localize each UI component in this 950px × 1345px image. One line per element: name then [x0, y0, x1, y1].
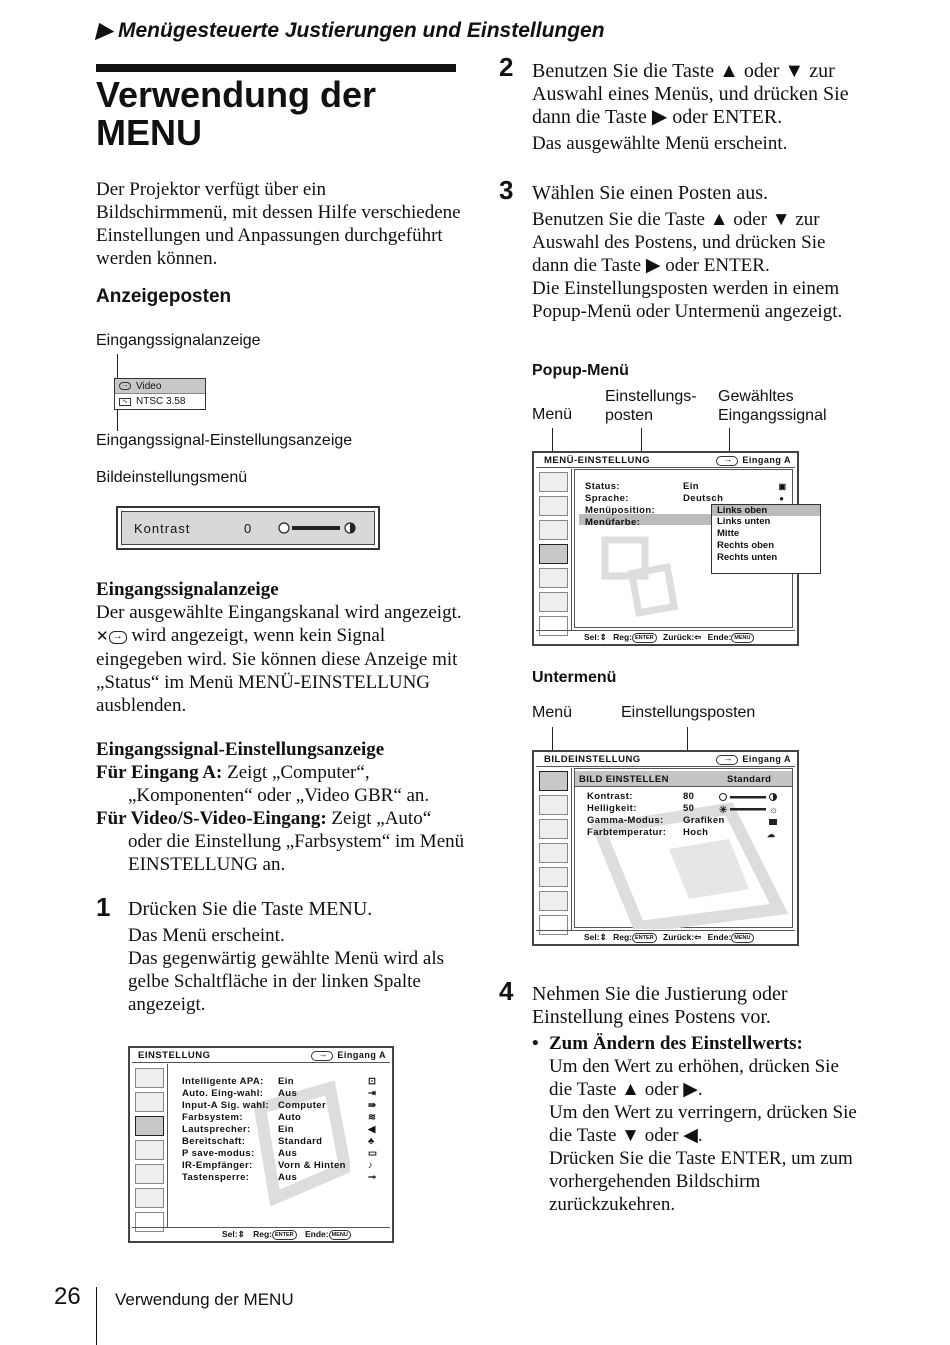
signal-description: Eingangssignalanzeige Der ausgewählte Eingangskanal wird angezeigt. ✕ → wird angezeigt, wenn kein Signal eingegeben wird. Sie können diese Anzeige mit „Status“ im Menü MENÜ-EINSTELLUNG ausblenden. — [96, 579, 462, 716]
info-icon[interactable] — [539, 592, 568, 612]
info-icon[interactable] — [135, 1188, 164, 1208]
osd-footer: Sel:⇕ Reg: ENTER Zurück:⇦ Ende: MENU — [536, 630, 795, 643]
contrast-slider — [278, 521, 358, 535]
bild-menu-icon[interactable] — [539, 771, 568, 791]
osd-untermenu — [532, 750, 799, 946]
footer-text: Verwendung der MENU — [115, 1290, 294, 1309]
section-title: Menügesteuerte Justierungen und Einstellungen — [118, 19, 605, 42]
osd-menu-column — [536, 768, 572, 930]
osd-settings-pane — [170, 1064, 388, 1225]
osd-row[interactable]: Status: Ein — [585, 481, 699, 492]
osd-popup-menu — [532, 451, 799, 646]
svg-text:☁: ☁ — [767, 830, 775, 839]
enter-key: ENTER — [632, 933, 657, 943]
untermenu-label-posten: Einstellungsposten — [621, 704, 756, 721]
signal-indicator-box — [114, 378, 206, 410]
popup-option[interactable]: Mitte — [717, 528, 740, 539]
osd-row[interactable]: Kontrast: 80 — [587, 791, 695, 802]
input-icon — [311, 1051, 333, 1061]
callout-setting-label: Eingangssignal-Einstellungsanzeige — [96, 432, 353, 449]
step-3-number: 3 — [499, 175, 514, 205]
speech-icon: ● — [779, 494, 784, 503]
setup-menu-icon[interactable] — [539, 819, 568, 839]
osd-title: MENÜ-EINSTELLUNG — [544, 455, 651, 466]
osd-row[interactable]: Auto. Eing-wahl: Aus ⇥ — [182, 1088, 377, 1099]
osd-menu-column — [132, 1064, 168, 1227]
input-badge: → Eingang A — [311, 1050, 386, 1061]
callout-line — [117, 354, 118, 380]
up-down-icon: ⇕ — [237, 1229, 245, 1239]
step-2-text: Benutzen Sie die Taste ▲ oder ▼ zur Auswahl eines Menüs, und drücken Sie dann die Taste ▶ oder ENTER. Das ausgewählte Menü erscheint. — [532, 60, 849, 154]
input-badge: → Eingang A — [716, 455, 791, 466]
slider-icons — [718, 791, 798, 839]
setup-menu-icon[interactable] — [539, 520, 568, 540]
step-4-text: Nehmen Sie die Justierung oder Einstellung eines Postens vor. • Zum Ändern des Einstellwerts: Um den Wert zu erhöhen, drücken Sie die Taste ▲ oder ▶. Um den Wert zu verringern, drücken Sie die Taste ▼ oder ◀. Drücken Sie die Taste ENTER, um zum vorhergehenden Bildschirm zurückzukehren. — [532, 983, 857, 1215]
popup-option[interactable]: Rechts unten — [717, 552, 778, 563]
osd-einstellung — [128, 1046, 394, 1243]
step-1-text: Drücken Sie die Taste MENU. Das Menü erscheint. Das gegenwärtig gewählte Menü wird als gelbe Schaltfläche in der linken Spalte angezeigt. — [128, 898, 445, 1015]
osd-row[interactable]: Intelligente APA: Ein ⊡ — [182, 1076, 377, 1087]
info-icon[interactable] — [539, 891, 568, 911]
step-3-text: Wählen Sie einen Posten aus. Benutzen Sie die Taste ▲ oder ▼ zur Auswahl des Postens, und drücken Sie dann die Taste ▶ oder ENTER. Die Einstellungsposten werden in einem Popup-Menü oder Untermenü angezeigt. — [532, 182, 843, 322]
callout-bild-label: Bildeinstellungsmenü — [96, 469, 248, 486]
callout-line — [117, 409, 118, 431]
menu-setup-icon[interactable] — [539, 843, 568, 863]
input-menu-icon[interactable] — [539, 496, 568, 516]
step-1-number: 1 — [96, 892, 111, 922]
kontrast-menu-box — [116, 506, 380, 550]
input-menu-icon[interactable] — [135, 1092, 164, 1112]
input-badge: → Eingang A — [716, 754, 791, 765]
page-number: 26 — [54, 1283, 81, 1310]
menu-setup-icon[interactable] — [135, 1140, 164, 1160]
setup-menu-icon[interactable] — [135, 1116, 164, 1136]
bild-menu-icon[interactable] — [135, 1068, 164, 1088]
signal-name: Video — [136, 380, 162, 392]
enter-key: ENTER — [632, 633, 657, 643]
watermark-icon — [595, 520, 685, 630]
callout-signal-label: Eingangssignalanzeige — [96, 332, 261, 349]
setting-description: Eingangssignal-Einstellungsanzeige Für Eingang A: Zeigt „Computer“, „Komponenten“ oder „Video GBR“ an. Für Video/S-Video-Eingang: Zeigt „Auto“ oder die Einstellung „Farbsystem“ im Menü EINSTELLUNG an. — [96, 739, 465, 875]
menu-setup-icon[interactable] — [539, 544, 568, 564]
bild-menu-icon[interactable] — [539, 472, 568, 492]
anzeigeposten-heading: Anzeigeposten — [96, 286, 232, 307]
installation-icon[interactable] — [539, 867, 568, 887]
title-rule — [96, 64, 456, 72]
osd-footer: Sel:⇕ Reg: ENTER Ende: MENU — [132, 1227, 390, 1240]
osd-row[interactable]: Input-A Sig. wahl: Computer ⇛ — [182, 1100, 377, 1111]
monitor-icon: ▣ — [778, 482, 786, 491]
enter-key: ENTER — [272, 1230, 297, 1240]
untermenu-label-menu: Menü — [532, 704, 573, 721]
popup-label-signal: Gewähltes Eingangssignal — [718, 388, 827, 424]
video-system-icon: ∿ — [119, 398, 131, 406]
menu-key: MENU — [329, 1230, 351, 1240]
step-2-number: 2 — [499, 52, 514, 82]
popup-option[interactable]: Links unten — [717, 516, 771, 527]
osd-footer: Sel:⇕ Reg: ENTER Zurück:⇦ Ende: MENU — [536, 930, 795, 943]
osd-row[interactable]: Lautsprecher: Ein ◀ — [182, 1124, 376, 1135]
section-header — [96, 18, 605, 43]
popup-option-selected[interactable]: Links oben — [712, 505, 820, 516]
osd-row[interactable]: Farbsystem: Auto ≋ — [182, 1112, 377, 1123]
page-title: Verwendung der MENU — [96, 74, 377, 153]
osd-row[interactable]: Sprache: Deutsch — [585, 493, 724, 504]
osd-settings-pane — [574, 768, 793, 928]
osd-row[interactable]: Farbtemperatur: Hoch — [587, 827, 709, 838]
untermenu-heading: Untermenü — [532, 669, 617, 686]
osd-menu-column — [536, 469, 572, 630]
menu-key: MENU — [731, 633, 753, 643]
popup-options-list — [711, 504, 821, 574]
osd-row[interactable]: Menüfarbe: — [585, 517, 641, 528]
popup-label-menu: Menü — [532, 406, 573, 423]
input-icon — [716, 456, 738, 466]
step-4-number: 4 — [499, 976, 514, 1006]
osd-row-selected[interactable]: Menüposition: — [585, 505, 656, 516]
bullet: • — [532, 1033, 539, 1054]
installation-icon[interactable] — [135, 1164, 164, 1184]
up-down-icon: ⇕ — [599, 932, 607, 942]
popup-option[interactable]: Rechts oben — [717, 540, 775, 551]
no-signal-icon: ✕ → — [96, 625, 127, 648]
left-arrow-icon: ⇦ — [694, 632, 702, 642]
intro-paragraph: Der Projektor verfügt über ein Bildschirmmenü, mit dessen Hilfe verschiedene Einstellungen und Anpassungen durchgeführt werden können. — [96, 179, 461, 269]
popup-label-posten: Einstellungs- posten — [605, 388, 697, 424]
osd-title: BILDEINSTELLUNG — [544, 754, 641, 765]
osd-row[interactable]: Bereitschaft: Standard ♣ — [182, 1136, 375, 1147]
menu-key: MENU — [731, 933, 753, 943]
svg-text:✳: ✳ — [719, 805, 728, 816]
triangle-right-icon: ▶ — [96, 19, 113, 42]
input-menu-icon[interactable] — [539, 795, 568, 815]
signal-setting: NTSC 3.58 — [136, 396, 186, 407]
osd-row[interactable]: Tastensperre: Aus ⊸ — [182, 1172, 377, 1183]
osd-row[interactable]: Helligkeit: 50 — [587, 803, 695, 814]
footer-rule — [96, 1287, 97, 1345]
input-icon — [716, 755, 738, 765]
kontrast-value: 0 — [244, 520, 253, 536]
osd-settings-pane — [574, 469, 793, 628]
installation-icon[interactable] — [539, 568, 568, 588]
osd-row[interactable]: IR-Empfänger: Vorn & Hinten ♪ — [182, 1160, 374, 1171]
kontrast-label: Kontrast — [134, 520, 191, 536]
popup-heading: Popup-Menü — [532, 362, 629, 379]
osd-row[interactable]: P save-modus: Aus ▭ — [182, 1148, 378, 1159]
up-down-icon: ⇕ — [599, 632, 607, 642]
osd-row[interactable]: Gamma-Modus: Grafiken — [587, 815, 725, 826]
left-arrow-icon: ⇦ — [694, 932, 702, 942]
svg-text:☼: ☼ — [769, 805, 779, 816]
osd-title: EINSTELLUNG — [138, 1050, 211, 1061]
input-arrow-icon: → — [119, 382, 131, 390]
bild-einstellen-row[interactable]: BILD EINSTELLEN Standard — [575, 771, 792, 787]
